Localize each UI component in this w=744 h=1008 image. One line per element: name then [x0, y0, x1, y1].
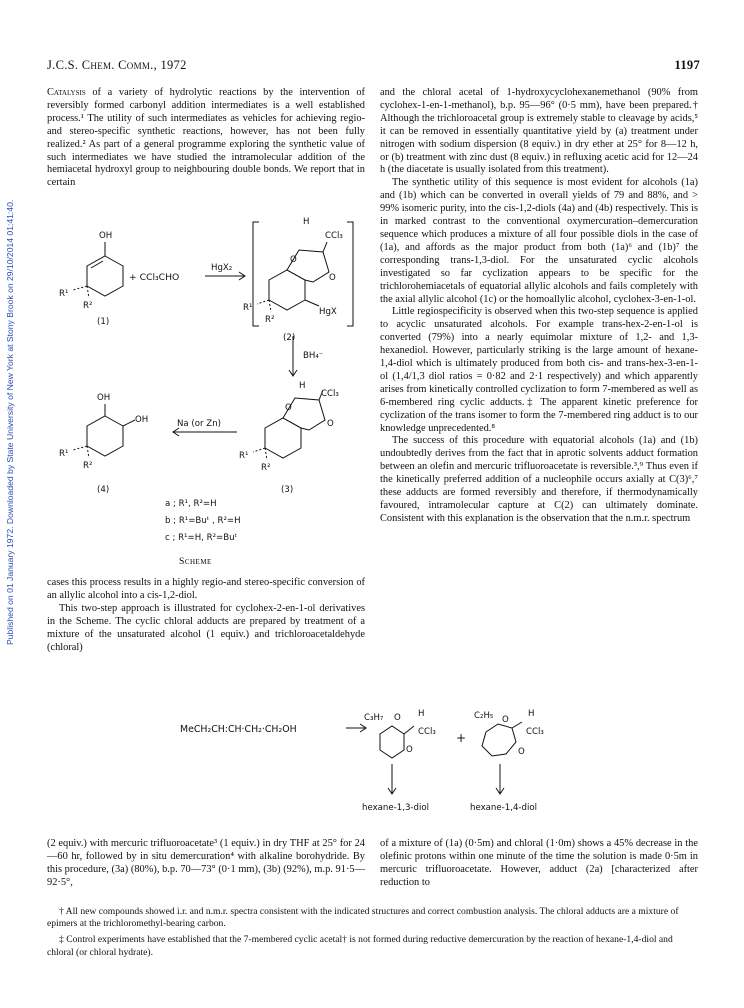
product-hexane-14-diol: hexane-1,4-diol — [470, 803, 538, 813]
left-paragraph-1: cases this process results in a highly regio-and stereo-specific conversion of an allylic alcohol into a cis-1,2-diol. — [47, 577, 365, 601]
right-paragraph-4: The success of this procedure with equatorial alcohols (1a) and (1b) undoubtedly derives from the fact that in aprotic solvents adduct formation between an olefin and mercuric trifluoroacetate is reversible.³,⁹ Thus even if the kinetically preferred addition of a nucleophile occurs axially at C(3)⁶,⁷ these adducts are formed reversibly and therefore, if thermodynamically favoured, intramolecular capture at C(2) can ultimately dominate. Consistent with this explanation is the observation that the n.m.r. spectrum — [380, 435, 698, 524]
h-label-s2a: H — [418, 709, 425, 719]
substituent-key-b: b ; R¹=Buᵗ , R²=H — [165, 516, 241, 526]
chloral-reagent: + CCl₃CHO — [129, 272, 180, 283]
footnote-double-dagger: ‡ Control experiments have established that the 7-membered cyclic acetal† is not formed during reductive demercuration by the reaction of hexane-1,4-diol and chloral (or chloral hydrate). — [47, 934, 673, 958]
o-label-s2a: O — [394, 713, 401, 723]
product-hexane-13-diol: hexane-1,3-diol — [362, 803, 430, 813]
compound-label-4: (4) — [97, 485, 110, 495]
hgx-label: HgX — [319, 307, 337, 317]
download-watermark — [0, 0, 14, 1008]
plus-sign: + — [456, 731, 467, 745]
propyl-label: C₃H₇ — [364, 713, 384, 723]
footnotes — [47, 906, 699, 963]
ccl3-label-2: CCl₃ — [325, 231, 343, 241]
right-paragraph-2: The synthetic utility of this sequence is most evident for alcohols (1a) and (1b) which can be converted in overall yields of 79 and 88%, and > 99% isomeric purity, into the cis-1,2-diols (4a) and (4b) respectively. This is in marked contrast to the conventional oxymercuration–demercuration sequence which produces a mixture of all four possible diols in the case of (1a), and affords as the major product from both (1a)⁶ and (1b)⁷ the corresponding trans-1,3-diol. For the unsaturated cyclic alcohols investigated so far cyclization appears to be specific for the trichlorohemiacetals of equatorial allylic alcohols and fails completely with the axial allylic alcohol (1c) or the homoallylic alcohol, cyclohex-3-en-1-ol. — [380, 177, 698, 305]
h-label-3: H — [299, 381, 306, 391]
right-paragraph-1: and the chloral acetal of 1-hydroxycyclohexanemethanol (90% from cyclohex-1-en-1-methanol), b.p. 95—96° (0·5 mm), have been prepared.† Although the trichloroacetal group is extremely stable to cleavage by acids,⁵ it can be removed in essentially quantitative yield by (a) treatment under nitrogen with sodium dispersion (8 equiv.) in dry ether at 25° for 8—12 h, or (b) treatment with zinc dust (8 equiv.) in refluxing acetic acid for 12—24 h (the diacetate is usually isolated from this treatment). — [380, 87, 698, 176]
ccl3-label-3: CCl₃ — [321, 389, 339, 399]
ccl3-label-s2b: CCl₃ — [526, 727, 544, 737]
h-label-s2b: H — [528, 709, 535, 719]
bh4-reagent: BH₄⁻ — [303, 351, 324, 361]
page-number: 1197 — [674, 58, 700, 72]
o-label-2a: O — [290, 255, 297, 265]
o-label-s2b: O — [406, 745, 413, 755]
o-label-s2d: O — [518, 747, 525, 757]
r2-label-3: R² — [261, 463, 271, 473]
oh-label-1: OH — [99, 231, 113, 241]
oh-label-4a: OH — [97, 393, 111, 403]
r1-label-1: R¹ — [59, 289, 69, 299]
r2-label-4: R² — [83, 461, 93, 471]
substituent-key-a: a ; R¹, R²=H — [165, 499, 217, 509]
hexenol-reactant: MeCH₂CH:CH·CH₂·CH₂OH — [180, 724, 297, 735]
right-paragraph-3: Little regiospecificity is observed when this two-step sequence is applied to acyclic unsaturated alcohols. For example trans-hex-2-en-1-ol is converted (79%) into a nearly equimolar mixture of 1,2- and 1,3-hexanediol. However, particularly striking is the large amount of hexane-1,4-diol which is ultimately produced from both cis- and trans-hex-3-en-1-ol (1,4/1,3 diol ratios = 0·82 and 2·1 respectively) and which apparently arises from kinetically controlled cyclization to form 7-membered as well as 6-membered ring cyclic adducts.‡ The apparent kinetic preference for cyclization of the trans isomer to form the 7-membered ring adduct is to our knowledge unprecedented.⁸ — [380, 306, 698, 434]
ethyl-label: C₂H₅ — [474, 711, 494, 721]
compound-label-2: (2) — [283, 333, 296, 343]
intro-text: of a variety of hydrolytic reactions by the intervention of reversibly formed carbonyl addition intermediates is a well established process.¹ The utility of such intermediates as vehicles for achieving regio- and stereo-specific synthetic reactions, however, has not been fully realized.² As part of a general programme exploring the synthetic value of such intermediates we have studied the intramolecular addition of the hemiacetal hydroxyl group to neighbouring double bonds. We report that in certain — [47, 87, 365, 189]
substituent-key-c: c ; R¹=H, R²=Buᵗ — [165, 533, 238, 543]
oh-label-4b: OH — [135, 415, 149, 425]
reaction-scheme — [47, 210, 367, 572]
r1-label-4: R¹ — [59, 449, 69, 459]
r2-label-2: R² — [265, 315, 275, 325]
intro-lead: Catalysis — [47, 87, 86, 98]
journal-header: J.C.S. Chem. Comm., 1972 — [47, 58, 187, 72]
right-column — [380, 87, 698, 526]
hexenol-scheme — [180, 708, 600, 818]
r1-label-3: R¹ — [239, 451, 249, 461]
ccl3-label-s2a: CCl₃ — [418, 727, 436, 737]
o-label-3a: O — [285, 403, 292, 413]
left-paragraph-2: This two-step approach is illustrated for cyclohex-2-en-1-ol derivatives in the Scheme. The cyclic chloral adducts are prepared by treatment of a mixture of the unsaturated alcohol (1 equiv.) and trichloroacetaldehyde (chloral) — [47, 602, 365, 653]
r1-label-2: R¹ — [243, 303, 253, 313]
hgx2-reagent: HgX₂ — [211, 263, 233, 273]
intro-paragraph — [47, 87, 365, 190]
download-watermark-text: Published on 01 January 1972. Downloaded by State University of New York at Stony Brook on 29/10/2014 01:41:40. — [5, 199, 15, 645]
footnote-dagger: † All new compounds showed i.r. and n.m.r. spectra consistent with the indicated structures and correct combustion analysis. The chloral adducts are a mixture of epimers at the trichloromethyl-bearing carbon. — [47, 906, 679, 930]
o-label-s2c: O — [502, 715, 509, 725]
h-label-2: H — [303, 217, 310, 227]
bottom-right-paragraph — [380, 838, 698, 890]
compound-label-1: (1) — [97, 317, 110, 327]
na-reagent: Na (or Zn) — [177, 419, 221, 429]
r2-label-1: R² — [83, 301, 93, 311]
o-label-3b: O — [327, 419, 334, 429]
bottom-left-text: (2 equiv.) with mercuric trifluoroacetate³ (1 equiv.) in dry THF at 25° for 24—60 hr, followed by in situ demercuration⁴ with alkaline borohydride. By this procedure, (3a) (80%), b.p. 70—73° (0·1 mm), (3b) (92%), m.p. 91·5—92·5°, — [47, 838, 365, 888]
scheme-caption: Scheme — [179, 556, 212, 567]
o-label-2b: O — [329, 273, 336, 283]
bottom-left-paragraph — [47, 838, 365, 890]
bottom-right-text: of a mixture of (1a) (0·5m) and chloral (1·0m) shows a 45% decrease in the olefinic protons within one minute of the time the solution is made 0·5m in mercuric trifluoroacetate. However, adduct (2a) [characterized after reduction to — [380, 838, 698, 888]
left-column-continued — [47, 577, 365, 654]
compound-label-3: (3) — [281, 485, 294, 495]
